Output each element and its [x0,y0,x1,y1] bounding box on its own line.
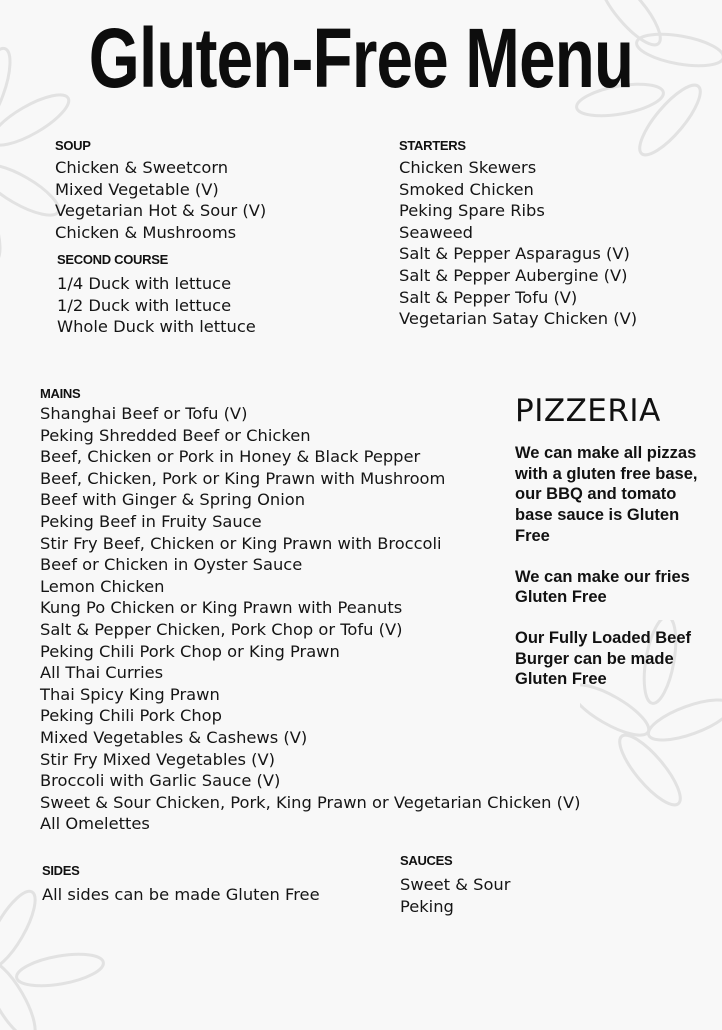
menu-item: Chicken Skewers [399,158,537,177]
menu-item: Peking Spare Ribs [399,201,545,221]
menu-item: All Omelettes [40,814,150,834]
menu-item: Mixed Vegetables & Cashews (V) [40,727,308,747]
menu-item: Beef, Chicken, Pork or King Prawn with Mushroom [40,468,446,488]
menu-item: Lemon Chicken [40,576,165,596]
menu-item: Peking Beef in Fruity Sauce [40,511,262,531]
starters-section [399,138,637,330]
mains-heading: MAINS [40,386,81,401]
pizzeria-section [515,393,705,710]
menu-item: Vegetarian Hot & Sour (V) [55,201,267,221]
pizzeria-note: We can make all pizzas with a gluten free base, our BBQ and tomato base sauce is Gluten Free [515,444,698,545]
menu-item: Mixed Vegetable (V) [55,179,219,199]
menu-item: Whole Duck with lettuce [57,317,256,337]
menu-item: Peking Chili Pork Chop or King Prawn [40,641,340,661]
menu-item: Peking Chili Pork Chop [40,706,222,726]
sauces-section [400,853,510,917]
soup-heading: SOUP [55,138,91,153]
sides-heading: SIDES [42,863,80,878]
menu-item: Smoked Chicken [399,179,534,199]
menu-item: Sweet & Sour Chicken, Pork, King Prawn or Vegetarian Chicken (V) [40,792,581,812]
page-title: Gluten-Free Menu [88,11,634,105]
menu-item: Chicken & Mushrooms [55,222,237,242]
menu-item: Vegetarian Satay Chicken (V) [399,309,638,329]
menu-item: Salt & Pepper Aubergine (V) [399,265,628,285]
menu-item: Kung Po Chicken or King Prawn with Peanuts [40,598,403,618]
menu-item: Stir Fry Mixed Vegetables (V) [40,749,276,769]
menu-item: Beef with Ginger & Spring Onion [40,490,306,510]
menu-item: Stir Fry Beef, Chicken or King Prawn with Broccoli [40,533,442,553]
menu-item: Broccoli with Garlic Sauce (V) [40,771,281,791]
second-course-section [57,252,256,338]
menu-item: Salt & Pepper Asparagus (V) [399,244,630,264]
menu-item: Chicken & Sweetcorn [55,158,229,177]
sauces-heading: SAUCES [400,853,453,868]
menu-item: All sides can be made Gluten Free [42,885,320,904]
menu-item: Beef or Chicken in Oyster Sauce [40,555,303,575]
menu-item: Shanghai Beef or Tofu (V) [40,404,248,423]
menu-item: Sweet & Sour [400,875,511,894]
menu-item: Peking [400,896,454,916]
sides-section [42,863,320,906]
starters-heading: STARTERS [399,138,466,153]
menu-item: Thai Spicy King Prawn [40,684,220,704]
menu-item: Salt & Pepper Chicken, Pork Chop or Tofu (V) [40,619,403,639]
menu-item: 1/4 Duck with lettuce [57,274,232,293]
second-course-heading: SECOND COURSE [57,252,168,267]
pizzeria-note: We can make our fries Gluten Free [515,567,690,607]
menu-item: All Thai Curries [40,663,164,683]
pizzeria-note: Our Fully Loaded Beef Burger can be made Gluten Free [515,628,692,689]
menu-item: Peking Shredded Beef or Chicken [40,425,311,445]
pizzeria-heading: PIZZERIA [515,393,661,429]
menu-item: Salt & Pepper Tofu (V) [399,287,578,307]
mains-section [40,386,581,835]
soup-section [55,138,266,243]
menu-item: Beef, Chicken or Pork in Honey & Black Pepper [40,447,421,467]
menu-item: Seaweed [399,222,474,242]
menu-item: 1/2 Duck with lettuce [57,295,232,315]
